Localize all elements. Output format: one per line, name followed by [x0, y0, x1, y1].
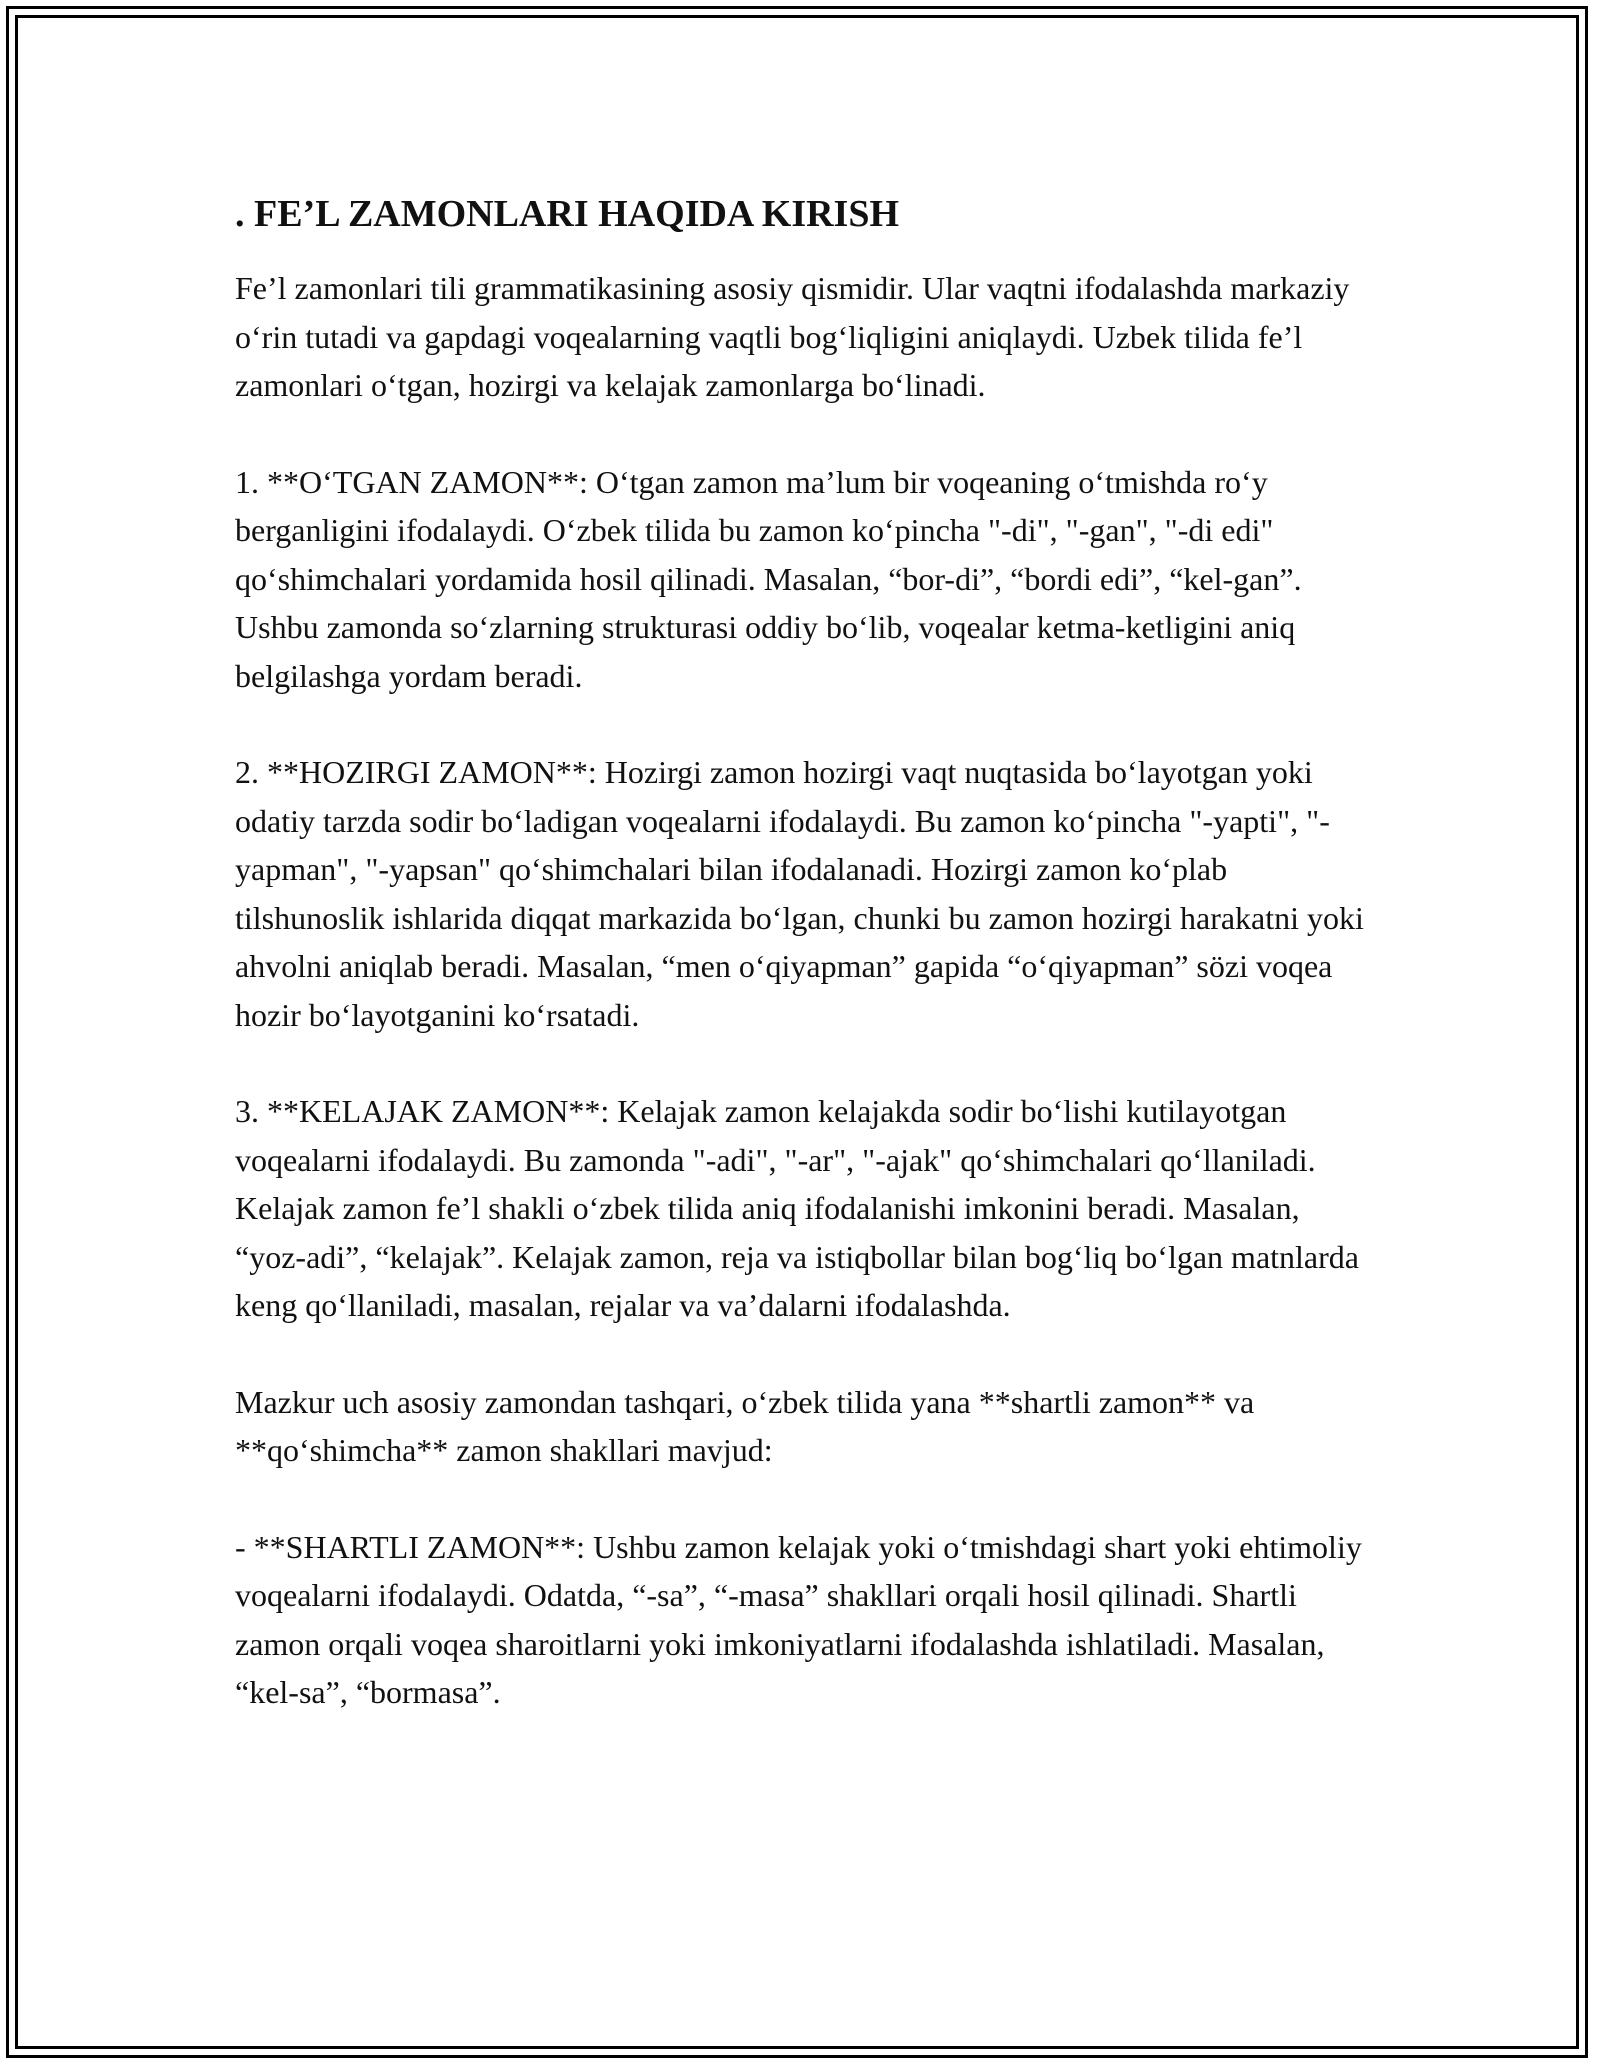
paragraph-past-tense: 1. **O‘TGAN ZAMON**: O‘tgan zamon ma’lum bir voqeaning o‘tmishda ro‘y berganligini ifodalaydi. O‘zbek tilida bu zamon ko‘pincha "-di", "-gan", "-di edi" qo‘shimchalari yordamida hosil qilinadi. Masalan, “bor-di”, “bordi edi”, “kel-gan”. Ushbu zamonda so‘zlarning strukturasi oddiy bo‘lib, voqealar ketma-ketligini aniq belgilashga yordam beradi. [235, 463, 1302, 694]
document-body [235, 188, 1370, 1765]
paragraph-conditional-tense: - **SHARTLI ZAMON**: Ushbu zamon kelajak yoki o‘tmishdagi shart yoki ehtimoliy voqealarni ifodalaydi. Odatda, “-sa”, “-masa” shakllari orqali hosil qilinadi. Shartli zamon orqali voqea sharoitlarni yoki imkoniyatlarni ifodalashda ishlatiladi. Masalan, “kel-sa”, “bormasa”. [235, 1528, 1362, 1710]
paragraph-present-tense: 2. **HOZIRGI ZAMON**: Hozirgi zamon hozirgi vaqt nuqtasida bo‘layotgan yoki odatiy tarzda sodir bo‘ladigan voqealarni ifodalaydi. Bu zamon ko‘pincha "-yapti", "-yapman", "-yapsan" qo‘shimchalari bilan ifodalanadi. Hozirgi zamon ko‘plab tilshunoslik ishlarida diqqat markazida bo‘lgan, chunki bu zamon hozirgi harakatni yoki ahvolni aniqlab beradi. Masalan, “men o‘qiyapman” gapida “o‘qiyapman” sözi voqea hozir bo‘layotganini ko‘rsatadi. [235, 754, 1364, 1033]
paragraph-future-tense: 3. **KELAJAK ZAMON**: Kelajak zamon kelajakda sodir bo‘lishi kutilayotgan voqealarni ifodalaydi. Bu zamonda "-adi", "-ar", "-ajak" qo‘shimchalari qo‘llaniladi. Kelajak zamon fe’l shakli o‘zbek tilida aniq ifodalanishi imkonini beradi. Masalan, “yoz-adi”, “kelajak”. Kelajak zamon, reja va istiqbollar bilan bog‘liq bo‘lgan matnlarda keng qo‘llaniladi, masalan, rejalar va va’dalarni ifodalashda. [235, 1093, 1359, 1323]
paragraph-intro: Fe’l zamonlari tili grammatikasining asosiy qismidir. Ular vaqtni ifodalashda markaziy o‘rin tutadi va gapdagi voqealarning vaqtli bog‘liqligini aniqlaydi. Uzbek tilida fe’l zamonlari o‘tgan, hozirgi va kelajak zamonlarga bo‘linadi. [235, 270, 1350, 403]
paragraph-other-tenses: Mazkur uch asosiy zamondan tashqari, o‘zbek tilida yana **shartli zamon** va **qo‘shimcha** zamon shakllari mavjud: [235, 1383, 1255, 1468]
document-title: . FE’L ZAMONLARI HAQIDA KIRISH [235, 193, 900, 235]
